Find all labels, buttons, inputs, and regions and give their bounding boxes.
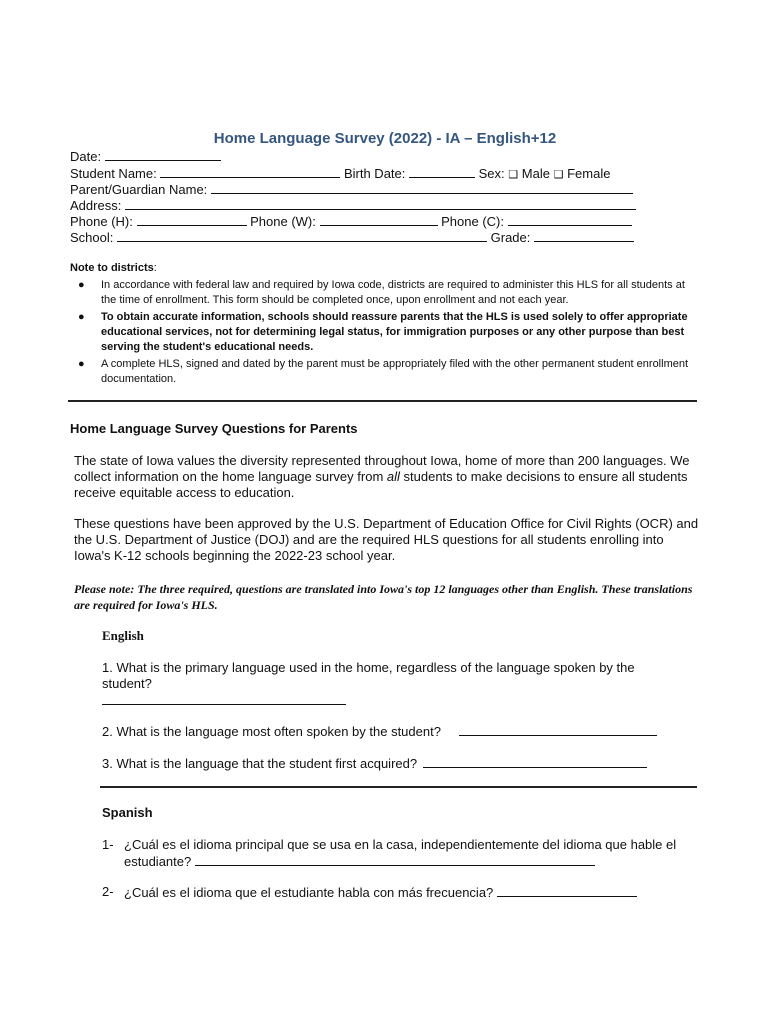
phone-c-field[interactable]	[508, 213, 632, 226]
address-line	[70, 197, 636, 214]
school-line	[70, 229, 634, 246]
note-heading: Note to districts:	[70, 262, 157, 274]
english-question-3: 3. What is the language that the student first acquired?	[102, 755, 647, 772]
english-question-1: 1. What is the primary language used in the home, regardless of the language spoken by the student?	[102, 660, 635, 709]
grade-field[interactable]	[534, 229, 634, 242]
note-bullet: ● A complete HLS, signed and dated by the parent must be appropriately filed with the other permanent student enrollment documentation.	[78, 358, 689, 385]
phone-w-label: Phone (W):	[250, 214, 316, 229]
questions-heading: Home Language Survey Questions for Parents	[70, 421, 358, 436]
phone-w-field[interactable]	[320, 213, 438, 226]
phone-c-label: Phone (C):	[441, 214, 504, 229]
approval-paragraph: These questions have been approved by the U.S. Department of Education Office for Civil Rights (OCR) and the U.S. Department of Justice (DOJ) and are the required HLS questions for all students enrolling into Iowa's K-12 schools beginning the 2022-23 school year.	[74, 516, 699, 563]
section-divider	[68, 400, 697, 402]
phone-h-field[interactable]	[137, 213, 247, 226]
english-answer-2-field[interactable]	[459, 723, 657, 736]
note-bullet: ● In accordance with federal law and required by Iowa code, districts are required to administer this HLS for all students at the time of enrollment. This form should be completed once, upon enrollment and not each year.	[78, 279, 685, 306]
parent-label: Parent/Guardian Name:	[70, 182, 208, 197]
female-label: Female	[567, 166, 611, 181]
spanish-heading: Spanish	[102, 805, 153, 820]
note-bullet-list	[78, 278, 693, 389]
school-field[interactable]	[117, 229, 487, 242]
female-checkbox-icon[interactable]: ❑	[553, 169, 564, 181]
parent-field[interactable]	[211, 181, 633, 194]
english-heading: English	[102, 628, 144, 643]
grade-label: Grade:	[490, 230, 531, 245]
note-bullet: ● To obtain accurate information, schools should reassure parents that the HLS is used solely to offer appropriate educational services, not for determining legal status, for immigration purposes or any other purpose than best serving the student's educational needs.	[78, 311, 688, 353]
address-label: Address:	[70, 198, 122, 213]
date-label: Date:	[70, 149, 102, 164]
sex-label: Sex:	[478, 166, 505, 181]
student-name-label: Student Name:	[70, 166, 157, 181]
section-divider	[100, 786, 697, 788]
english-answer-1-field[interactable]	[102, 692, 346, 705]
bullet-icon: ●	[78, 311, 85, 323]
english-question-2: 2. What is the language most often spoken by the student?	[102, 723, 657, 740]
school-label: School:	[70, 230, 114, 245]
document-page: Home Language Survey (2022) - IA – English+12 Date: Student Name: Birth Date: Sex: ❑ Male ❑ Female Parent/Guardian Name: Address: Phone (H): Phone (W): Phone (C): School: Grade: Note to districts: ● In accordance with federal law and required by Iowa code, districts are required to administer this HLS for all students at the time of enrollment. This form should be completed once, upon enrollment and not each year. ● To obtain accurate information, schools should reassure parents that the HLS is used solely to offer appropriate educational services, not for determining legal status, for immigration purposes or any other purpose than best serving the student's educational needs. ● A complete HLS, signed and dated by the parent must be appropriately filed with the other permanent student enrollment documentation. Home Language Survey Questions for Parents The state of Iowa values the diversity represented throughout Iowa, home of more than 200 languages. We collect information on the home language survey from all students to make decisions to ensure all students receive equitable access to education. These questions have been approved by the U.S. Department of Education Office for Civil Rights (OCR) and the U.S. Department of Justice (DOJ) and are the required HLS questions for all students enrolling into Iowa's K-12 schools beginning the 2022-23 school year. Please note: The three required, questions are translated into Iowa's top 12 languages other than English. These translations are required for Iowa's HLS. English 1. What is the primary language used in the home, regardless of the language spoken by the student? 2. What is the language most often spoken by the student? 3. What is the language that the student first acquired? Spanish 1- ¿Cuál es el idioma principal que se usa en la casa, independientemente del idioma que hable el estudiante? 2- ¿Cuál es el idioma que el estudiante habla con más frecuencia?	[0, 0, 770, 1024]
male-label: Male	[521, 166, 550, 181]
date-line	[70, 148, 221, 165]
english-answer-3-field[interactable]	[423, 755, 647, 768]
phone-h-label: Phone (H):	[70, 214, 133, 229]
birth-date-label: Birth Date:	[343, 166, 406, 181]
birth-date-field[interactable]	[409, 165, 475, 178]
parent-line	[70, 181, 633, 198]
translation-note: Please note: The three required, questions are translated into Iowa's top 12 languages other than English. These translations are required for Iowa's HLS.	[74, 582, 693, 612]
bullet-icon: ●	[78, 279, 85, 291]
spanish-answer-2-field[interactable]	[497, 884, 637, 897]
intro-paragraph: The state of Iowa values the diversity represented throughout Iowa, home of more than 200 languages. We collect information on the home language survey from all students to make decisions to ensure all students receive equitable access to education.	[74, 453, 690, 500]
student-name-field[interactable]	[160, 165, 340, 178]
date-field[interactable]	[105, 148, 221, 161]
document-title: Home Language Survey (2022) - IA – English+12	[213, 130, 557, 147]
address-field[interactable]	[125, 197, 636, 210]
bullet-icon: ●	[78, 358, 85, 370]
spanish-answer-1-field[interactable]	[195, 853, 595, 866]
phone-line	[70, 213, 632, 230]
male-checkbox-icon[interactable]: ❑	[508, 169, 519, 181]
